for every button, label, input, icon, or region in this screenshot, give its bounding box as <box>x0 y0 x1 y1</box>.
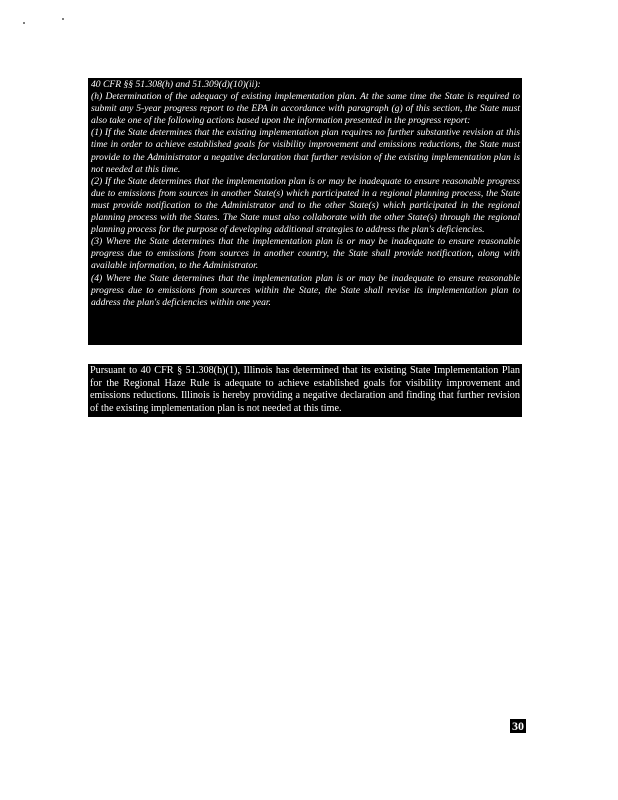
regulation-paragraph-4: (4) Where the State determines that the implementation plan is or may be inadequate to ensure reasonable progress due to emissions from sources within the State, the State shall revise its implementation plan to address the plan's deficiencies within one year. <box>91 272 520 308</box>
regulation-excerpt <box>88 78 522 345</box>
regulation-heading: 40 CFR §§ 51.308(h) and 51.309(d)(10)(ii): <box>91 79 261 90</box>
scan-speck <box>23 22 25 24</box>
determination-text: Pursuant to 40 CFR § 51.308(h)(1), Illinois has determined that its existing State Implementation Plan for the Regional Haze Rule is adequate to achieve established goals for visibility improvement and emissions reductions. Illinois is hereby providing a negative declaration and finding that further revision of the existing implementation plan is not needed at this time. <box>90 365 520 414</box>
determination-statement <box>88 364 522 417</box>
regulation-paragraph-h: (h) Determination of the adequacy of existing implementation plan. At the same time the State is required to submit any 5-year progress report to the EPA in accordance with paragraph (g) of this section, the State must also take one of the following actions based upon the information presented in the progress report: <box>91 91 520 127</box>
scan-speck <box>62 18 64 20</box>
page-number: 30 <box>512 719 524 733</box>
regulation-paragraph-3: (3) Where the State determines that the implementation plan is or may be inadequate to ensure reasonable progress due to emissions from sources in another country, the State shall provide notification, along with available information, to the Administrator. <box>91 236 520 272</box>
regulation-paragraph-1: (1) If the State determines that the existing implementation plan requires no further substantive revision at this time in order to achieve established goals for visibility improvement and emissions reductions, the State must provide to the Administrator a negative declaration that further revision of the existing implementation plan is not needed at this time. <box>91 127 520 175</box>
regulation-paragraph-2: (2) If the State determines that the implementation plan is or may be inadequate to ensure reasonable progress due to emissions from sources in another State(s) which participated in a regional planning process, the State must provide notification to the Administrator and to the other State(s) which participated in the regional planning process with the States. The State must also collaborate with the other State(s) through the regional planning process for the purpose of developing additional strategies to address the plan's deficiencies. <box>91 175 520 236</box>
